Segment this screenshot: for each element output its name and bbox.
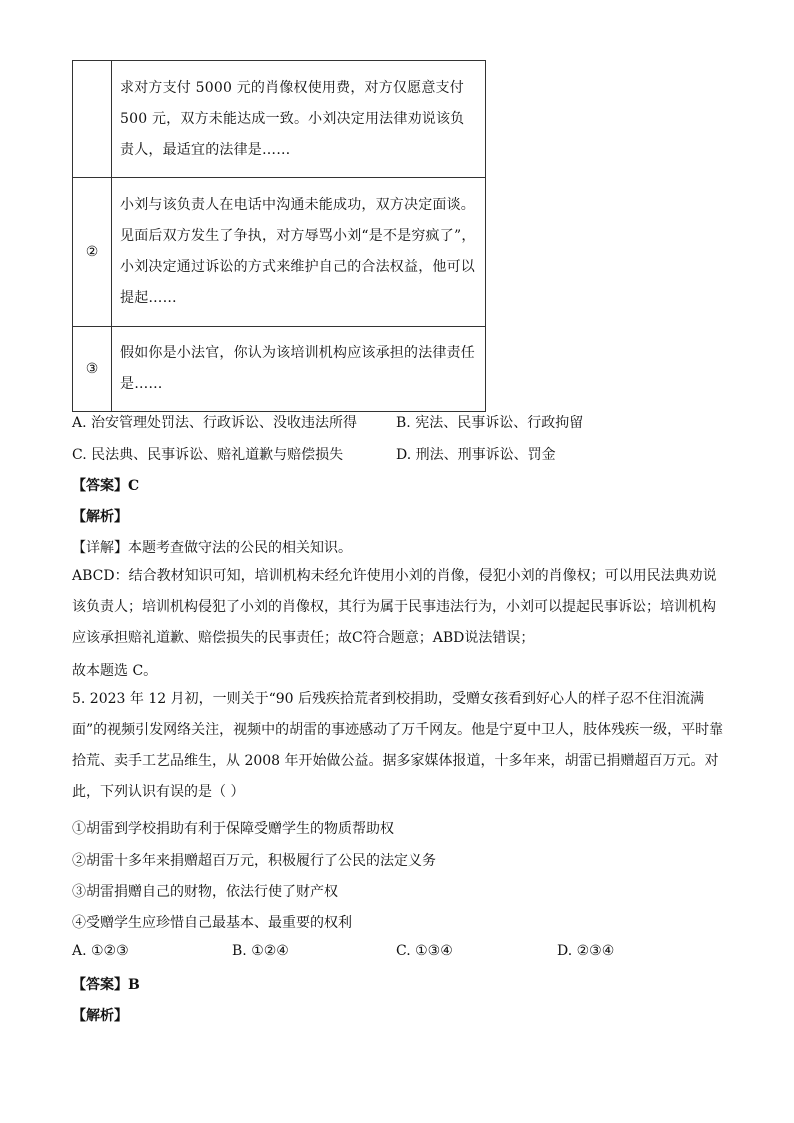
q4-conclusion: 故本题选 C。 [72, 663, 158, 679]
table-row [73, 327, 486, 412]
q5-analysis-label: 【解析】 [72, 1008, 128, 1024]
q4-answer: 【答案】C [72, 478, 140, 494]
q5-item-1: ①胡雷到学校捐助有利于保障受赠学生的物质帮助权 [72, 821, 394, 837]
scenario-table [72, 60, 486, 412]
row-text: 求对方支付 5000 元的肖像权使用费，对方仅愿意支付 500 元，双方未能达成一致。小刘决定用法律劝说该负责人，最适宜的法律是…… [112, 61, 486, 178]
row-number: ③ [73, 327, 112, 412]
row-text: 假如你是小法官，你认为该培训机构应该承担的法律责任是…… [112, 327, 486, 412]
q4-analysis-label: 【解析】 [72, 509, 128, 525]
q4-option-c: C. 民法典、民事诉讼、赔礼道歉与赔偿损失 [72, 447, 344, 463]
q5-stem: 5. 2023 年 12 月初，一则关于“90 后残疾拾荒者到校捐助，受赠女孩看到好心人的样子忍不住泪流满面”的视频引发网络关注，视频中的胡雷的事迹感动了万千网友。他是宁夏中卫人，肢体残疾一级，平时靠拾荒、卖手工艺品维生，从 2008 年开始做公益。据多家媒体报道，十多年来，胡雷已捐赠超百万元。对此，下列认识有误的是（ ） [72, 691, 724, 800]
q4-option-d: D. 刑法、刑事诉讼、罚金 [396, 447, 556, 463]
q5-option-b: B. ①②④ [232, 943, 289, 959]
table-row [73, 61, 486, 178]
q5-item-2: ②胡雷十多年来捐赠超百万元，积极履行了公民的法定义务 [72, 853, 436, 869]
q5-item-3: ③胡雷捐赠自己的财物，依法行使了财产权 [72, 884, 338, 900]
q4-explanation: ABCD：结合教材知识可知，培训机构未经允许使用小刘的肖像，侵犯小刘的肖像权；可以用民法典劝说该负责人；培训机构侵犯了小刘的肖像权，其行为属于民事违法行为，小刘可以提起民事诉讼；培训机构应该承担赔礼道歉、赔偿损失的民事责任；故C符合题意；ABD说法错误； [72, 568, 717, 646]
table-row [73, 178, 486, 327]
q5-option-d: D. ②③④ [557, 943, 615, 959]
q4-option-b: B. 宪法、民事诉讼、行政拘留 [396, 415, 584, 431]
row-text: 小刘与该负责人在电话中沟通未能成功，双方决定面谈。见面后双方发生了争执，对方辱骂小刘“是不是穷疯了”，小刘决定通过诉讼的方式来维护自己的合法权益，他可以提起…… [112, 178, 486, 327]
q4-option-a: A. 治安管理处罚法、行政诉讼、没收违法所得 [72, 415, 358, 431]
row-number: ② [73, 178, 112, 327]
q5-item-4: ④受赠学生应珍惜自己最基本、最重要的权利 [72, 915, 352, 931]
row-number [73, 61, 112, 178]
q5-option-c: C. ①③④ [396, 943, 453, 959]
q5-answer: 【答案】B [72, 977, 140, 993]
q5-option-a: A. ①②③ [72, 943, 129, 959]
q4-detail: 【详解】本题考查做守法的公民的相关知识。 [72, 540, 352, 556]
